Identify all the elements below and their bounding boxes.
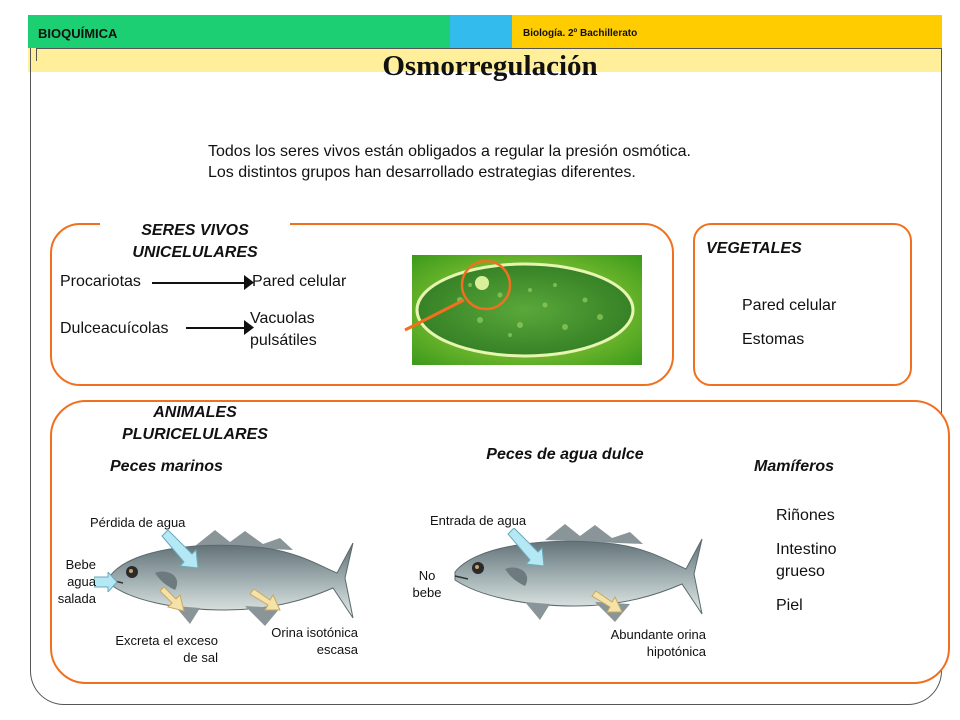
- plants-item: Pared celular: [742, 297, 837, 314]
- water-loss-label: Pérdida de agua: [90, 515, 186, 530]
- water-loss-arrow-icon: [160, 530, 200, 570]
- cell-wall-label: Pared celular: [252, 273, 347, 290]
- freshwater-fish-image: [450, 520, 705, 624]
- arrow-line-1: [152, 282, 246, 284]
- water-entry-arrow-icon: [506, 528, 546, 568]
- water-entry-label: Entrada de agua: [430, 513, 527, 528]
- page-title: Osmorregulación: [382, 50, 598, 82]
- header-cyan-bar: [450, 15, 512, 48]
- marine-fish-image: [105, 528, 355, 628]
- hypotonic-urine-label: Abundante orina hipotónica: [610, 627, 706, 659]
- no-drink-label: No bebe: [412, 568, 442, 600]
- isotonic-urine-label: Orina isotónica escasa: [271, 625, 358, 657]
- plants-item: Estomas: [742, 331, 805, 348]
- arrow-line-2: [186, 327, 246, 329]
- drinks-salt-water-label: Bebe agua salada: [57, 557, 96, 606]
- mammals-item: Intestino grueso: [776, 541, 837, 580]
- prokaryotes-label: Procariotas: [60, 273, 141, 290]
- hypotonic-urine-arrow-icon: [590, 590, 624, 616]
- intro-text: Todos los seres vivos están obligados a regular la presión osmótica. Los distintos grupos han desarrollado estrategias diferentes.: [208, 143, 691, 181]
- mammals-heading: Mamíferos: [754, 458, 835, 475]
- drink-arrow-icon: [94, 572, 118, 592]
- marine-fish-heading: Peces marinos: [110, 458, 223, 475]
- freshwater-fish-heading: Peces de agua dulce: [486, 446, 644, 463]
- header-subject-label: BIOQUÍMICA: [38, 26, 118, 41]
- animals-heading: ANIMALES PLURICELULARES: [122, 404, 268, 443]
- mammals-item: Riñones: [776, 507, 835, 524]
- mammals-item: Piel: [776, 597, 803, 614]
- unicellular-heading: SERES VIVOS UNICELULARES: [100, 220, 290, 264]
- contractile-vacuoles-label: Vacuolas pulsátiles: [250, 310, 317, 349]
- salt-excretion-label: Excreta el exceso de sal: [115, 633, 218, 665]
- paramecium-image: [400, 255, 642, 367]
- plants-heading: VEGETALES: [706, 240, 802, 257]
- header-course-label: Biología. 2º Bachillerato: [523, 28, 638, 39]
- salt-excretion-arrow-icon: [158, 585, 186, 613]
- freshwater-label: Dulceacuícolas: [60, 320, 169, 337]
- urine-arrow-icon: [248, 588, 282, 614]
